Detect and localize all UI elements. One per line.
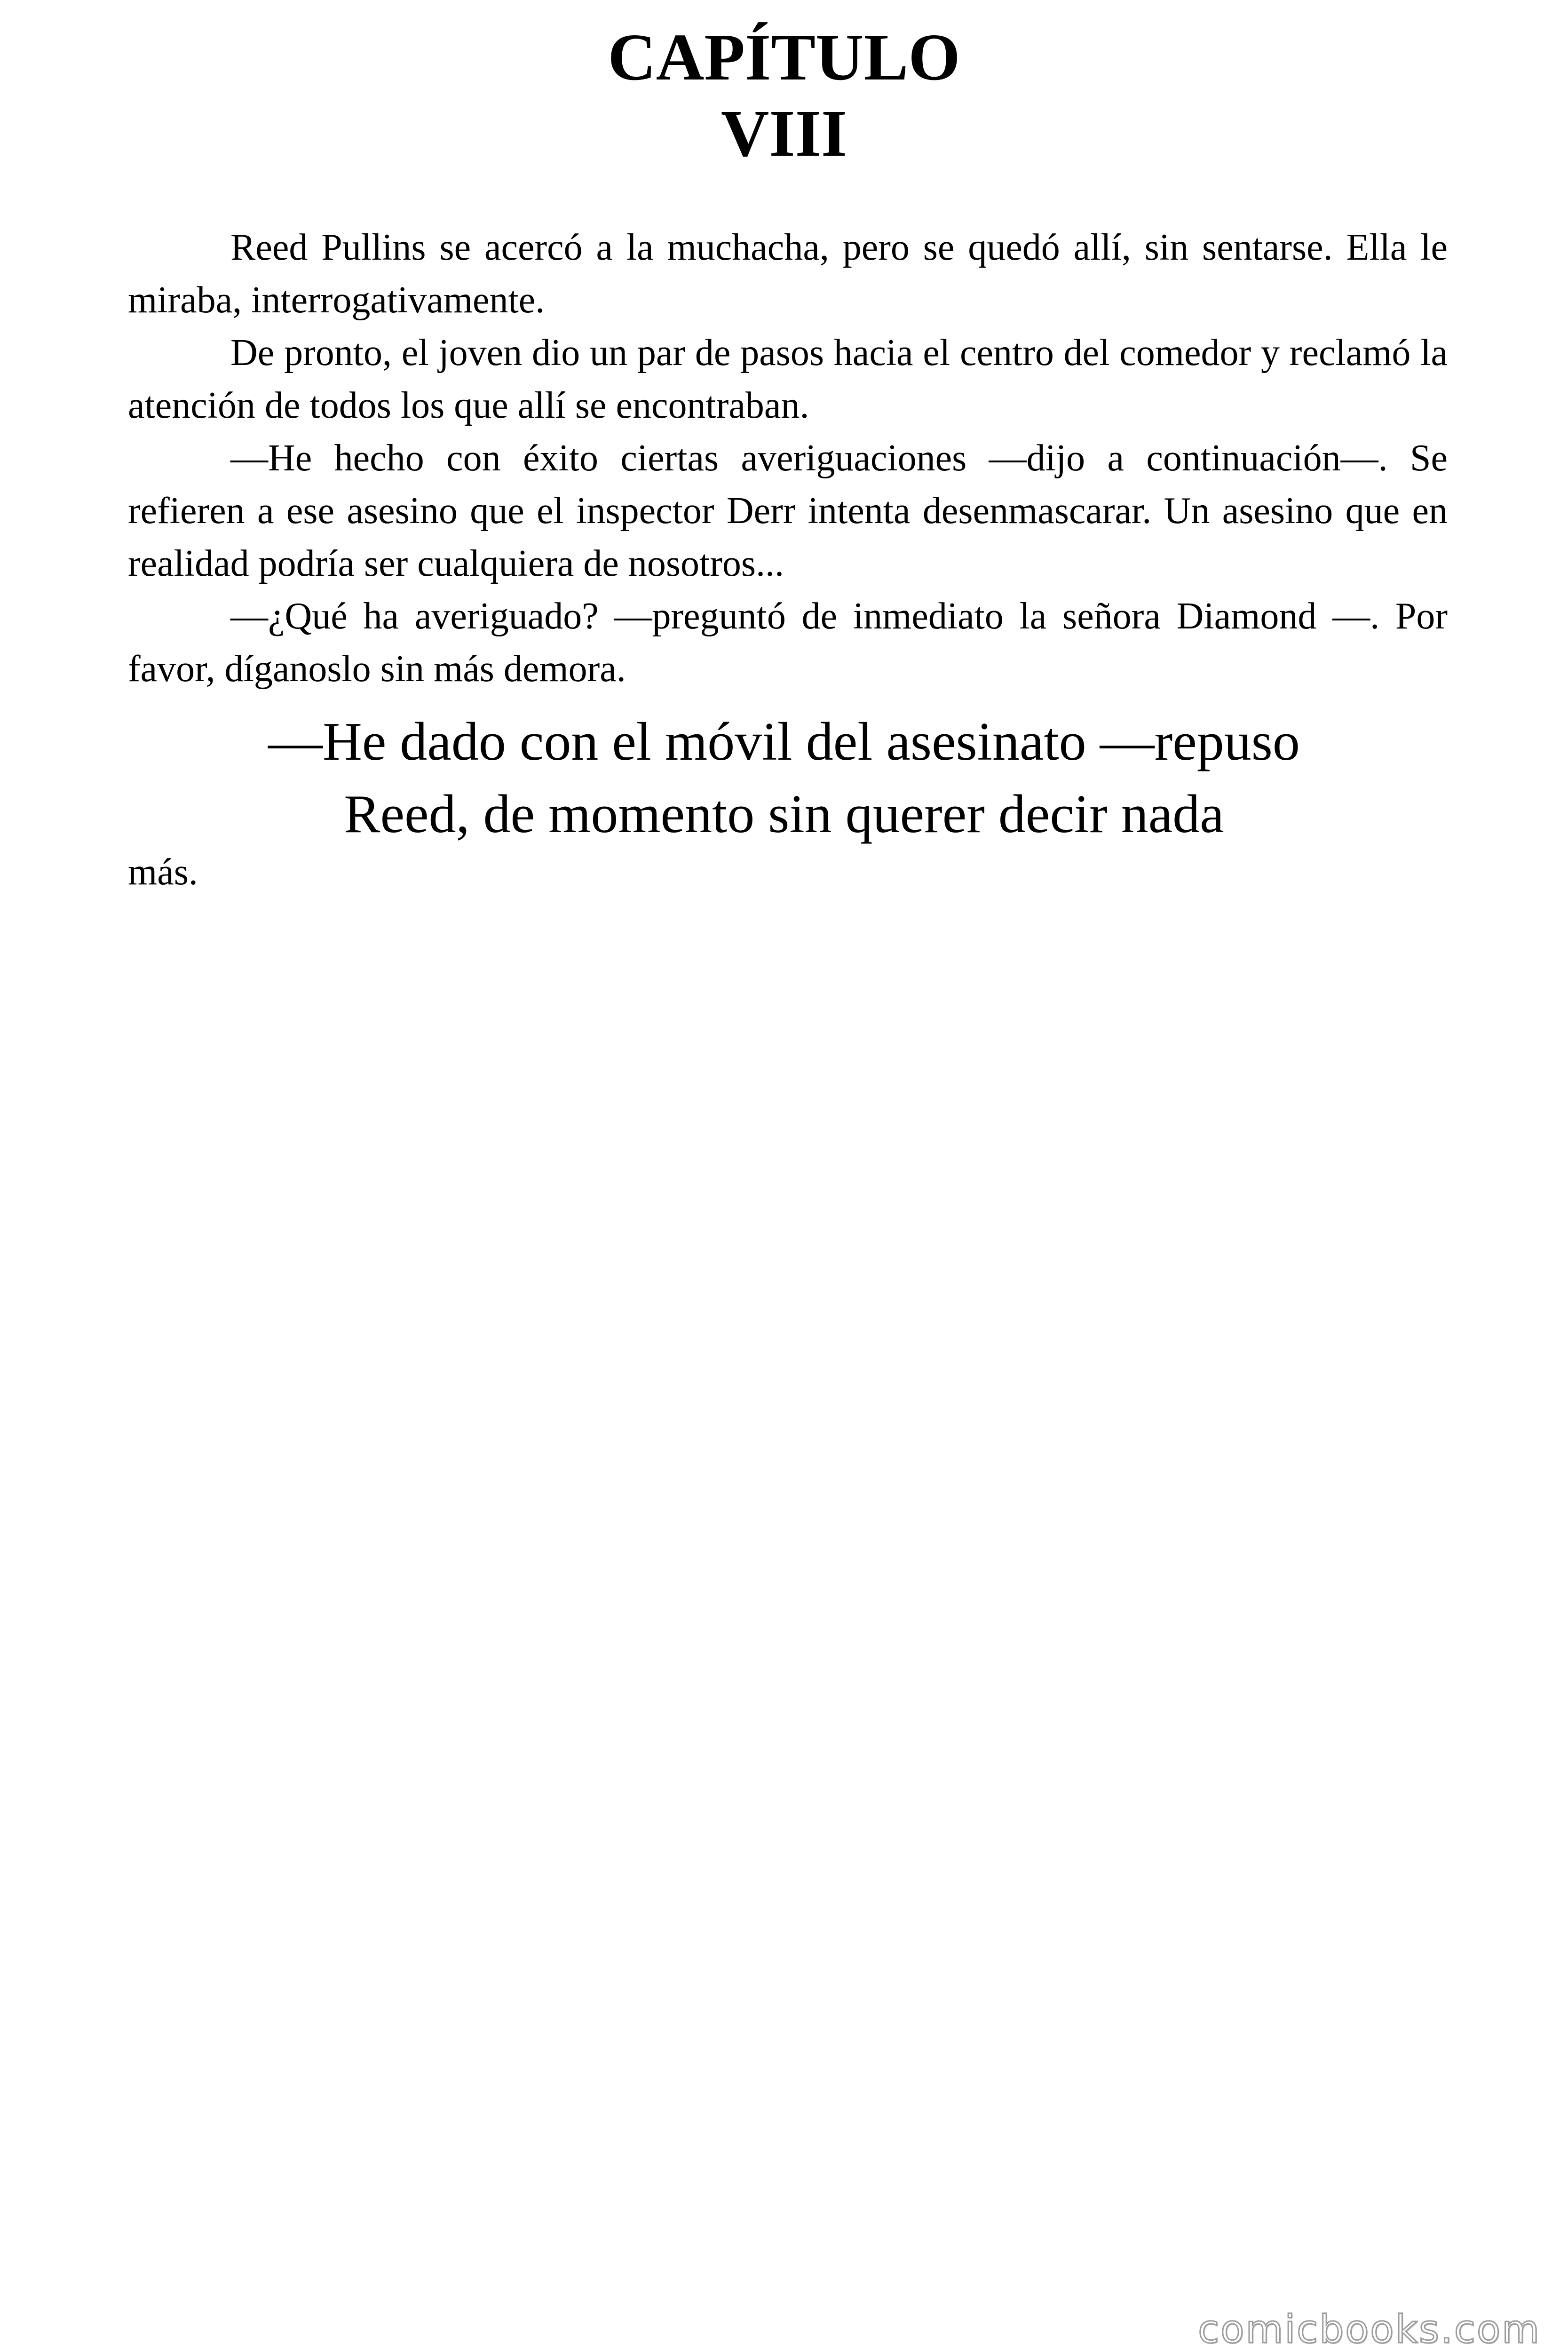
chapter-body xyxy=(128,221,1448,695)
last-paragraph-line-3: más. xyxy=(128,851,198,893)
paragraph: De pronto, el joven dio un par de pasos hacia el centro del comedor y reclamó la atención de todos los que allí se encontraban. xyxy=(128,332,1448,426)
paragraph: Reed Pullins se acercó a la muchacha, pero se quedó allí, sin sentarse. Ella le miraba, interrogativamente. xyxy=(128,227,1448,321)
chapter-label: CAPÍTULO xyxy=(608,20,960,94)
last-paragraph-line-2: Reed, de momento sin querer decir nada xyxy=(344,784,1224,844)
watermark-logo: comicbooks.com xyxy=(1198,2307,1541,2352)
paragraph: —¿Qué ha averiguado? —preguntó de inmediato la señora Diamond —. Por favor, díganoslo sin más demora. xyxy=(128,596,1448,690)
chapter-number: VIII xyxy=(721,96,847,170)
chapter-heading xyxy=(0,19,1568,171)
last-paragraph-line-1: —He dado con el móvil del asesinato —repuso xyxy=(268,712,1300,772)
paragraph: —He hecho con éxito ciertas averiguaciones —dijo a continuación—. Se refieren a ese asesino que el inspector Derr intenta desenmascarar. Un asesino que en realidad podría ser cualquiera de nosotros... xyxy=(128,437,1448,584)
